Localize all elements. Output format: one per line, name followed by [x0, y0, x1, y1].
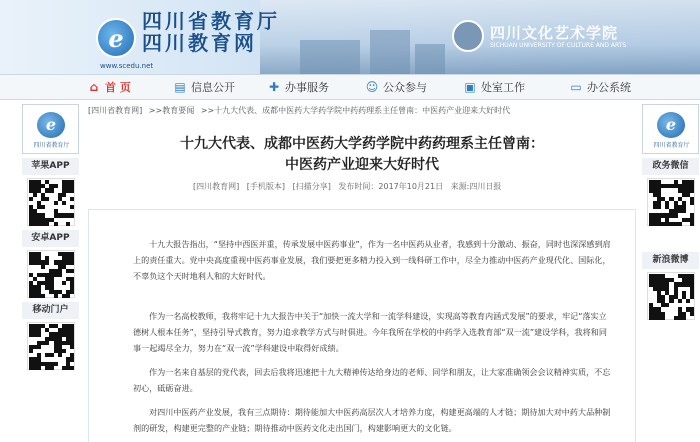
- nav-info-disclosure[interactable]: ▤ 信息公开: [172, 75, 235, 100]
- left-sidebar: [22, 104, 79, 370]
- home-icon: ⌂: [89, 80, 99, 94]
- breadcrumb: [88, 105, 636, 121]
- site-url: www.scedu.net: [100, 62, 154, 70]
- apple-app-label: 苹果APP: [22, 158, 79, 175]
- nav-home[interactable]: ⌂ 首 页: [86, 75, 131, 100]
- breadcrumb-current: >>十九大代表、成都中医药大学药学院中药药理系主任曾南：中医药产业迎来大好时代: [200, 106, 511, 115]
- chat-icon: ☺: [365, 80, 379, 94]
- mobile-portal-qr-code[interactable]: [27, 322, 75, 370]
- breadcrumb-news-link[interactable]: >>教育要闻: [148, 106, 195, 115]
- meta-share-link[interactable]: [扫描分享]: [292, 182, 331, 191]
- meta-publish-date: 发布时间：2017年10月21日: [338, 182, 444, 191]
- main-nav: [0, 74, 700, 100]
- article-paragraph: 十九大报告指出，“坚持中西医并重，传承发展中医药事业”，作为一名中医药从业者，我感到十分激动、振奋，同时也深深感到肩上的责任重大。党中央高度重视中医药事业发展，我们要把更多精力投入到一线科研工作中，尽全力推动中医药产业现代化、国际化，不辜负这个天时地利人和的大好时代。: [133, 239, 611, 281]
- nav-public-participation[interactable]: ☺ 公众参与: [364, 75, 427, 100]
- breadcrumb-home-link[interactable]: [四川省教育网]: [88, 106, 143, 115]
- article-meta: [193, 181, 506, 192]
- partner-name: 四川文化艺术学院: [490, 24, 619, 42]
- banner-building: [370, 30, 410, 74]
- folder-icon: ▣: [464, 80, 476, 94]
- right-sidebar: [642, 104, 699, 320]
- meta-source: 来源:四川日报: [450, 182, 502, 191]
- site-logo-icon[interactable]: e: [96, 18, 136, 58]
- article-body: [88, 209, 636, 442]
- meta-mobile-link[interactable]: [手机版本]: [246, 182, 286, 191]
- main-content: [88, 101, 636, 442]
- wechat-label: 政务微信: [642, 158, 699, 175]
- apple-app-qr-code[interactable]: [27, 178, 75, 226]
- article-title: 十九大代表、成都中医药大学药学院中药药理系主任曾南： 中医药产业迎来大好时代: [180, 136, 544, 173]
- banner-building: [300, 40, 360, 74]
- edu-logo-icon: e: [657, 112, 685, 138]
- partner-logo: [452, 20, 682, 54]
- article-paragraph: 对四川中医药产业发展，我有三点期待：期待能加大中医药高层次人才培养力度，构建更高端的人才链；期待加大对中药大品种制剂的研发，构建更完整的产业链；期待推动中医药文化走出国门，构建影响更大的文化链。: [133, 407, 611, 433]
- android-app-qr-code[interactable]: [27, 250, 75, 298]
- nav-department-work[interactable]: ▣ 处室工作: [462, 75, 525, 100]
- edu-logo-icon: e: [37, 112, 65, 138]
- nav-office-system[interactable]: ▭ 办公系统: [568, 75, 631, 100]
- site-title: 四川省教育厅 四川教育网: [142, 9, 280, 55]
- wechat-qr-code[interactable]: [647, 178, 695, 226]
- partner-seal-icon: [452, 20, 484, 52]
- article-paragraph: 作为一名高校教师，我将牢记十九大报告中关于“加快一流大学和一流学科建设，实现高等教育内涵式发展”的要求，牢记“落实立德树人根本任务”，坚持引导式教育，努力追求教学方式与时俱进。今年我所在学校的中药学入选教育部“双一流”建设学科，我将和同事一起竭尽全力，努力在“双一流”学科建设中取得好成绩。: [133, 311, 607, 353]
- service-icon: ✚: [268, 80, 280, 94]
- weibo-label: 新浪微博: [642, 252, 699, 269]
- header-banner: [0, 0, 700, 74]
- article-paragraph: 作为一名来自基层的党代表，回去后我将迅速把十九大精神传达给身边的老师、同学和朋友，让大家准确领会会议精神实质，不忘初心，砥砺奋进。: [133, 367, 611, 393]
- computer-icon: ▭: [570, 80, 582, 94]
- meta-site-link[interactable]: [四川教育网]: [193, 182, 240, 191]
- sidebar-logo[interactable]: e 四川省教育厅: [642, 104, 699, 154]
- partner-english-name: SICHUAN UNIVERSITY OF CULTURE AND ARTS: [490, 42, 627, 49]
- mobile-portal-label: 移动门户: [22, 302, 79, 319]
- document-icon: ▤: [174, 80, 186, 94]
- android-app-label: 安卓APP: [22, 230, 79, 247]
- nav-services[interactable]: ✚ 办事服务: [266, 75, 329, 100]
- weibo-qr-code[interactable]: [647, 272, 695, 320]
- banner-building: [415, 44, 445, 74]
- sidebar-logo[interactable]: e 四川省教育厅: [22, 104, 79, 154]
